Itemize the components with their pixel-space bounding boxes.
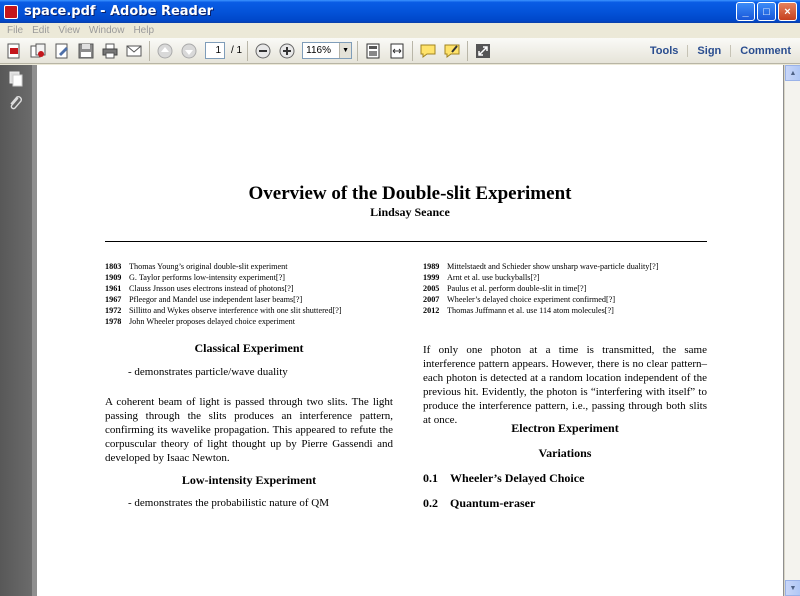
timeline-left [105,261,342,327]
combine-files-icon [29,42,47,60]
toolbar-separator [412,41,413,61]
next-page-button[interactable] [179,41,199,61]
section-heading-variations: Variations [538,446,592,460]
section-heading-low-intensity: Low-intensity Experiment [181,473,317,487]
plus-circle-icon [278,42,296,60]
bullet-low-intensity: - demonstrates the probabilistic nature of QM [128,497,330,509]
attachments-button[interactable] [6,93,26,113]
timeline-row: 2005 Paulus et al. perform double-slit in time[?] [423,284,587,293]
comment-pane-button[interactable]: Comment [730,45,800,57]
subsection-quantum-eraser: 0.2 Quantum-eraser [423,496,536,510]
section-heading-electron: Electron Experiment [511,421,619,435]
print-button[interactable] [100,41,120,61]
timeline-row: 1909 G. Taylor performs low-intensity experiment[?] [105,273,285,282]
timeline-row: 1972 Sillitto and Wykes observe interference with one slit shuttered[?] [105,306,342,315]
zoom-out-button[interactable] [253,41,273,61]
menu-view[interactable]: View [58,25,80,36]
highlight-button[interactable] [442,41,462,61]
navigation-pane [0,65,32,596]
minimize-button[interactable]: _ [736,2,755,21]
arrow-down-icon [180,42,198,60]
paragraph-classical: A coherent beam of light is passed through two slits. The light passing through the slits produces an interference pattern, confirming its wavelike propagation. This appeared to refute the corpuscular theory of light thought up by Pierre Gassendi and developed by Isaac Newton. [105,396,393,464]
add-comment-button[interactable] [418,41,438,61]
menu-help[interactable]: Help [133,25,155,36]
horizontal-rule [105,241,707,242]
page-number-input[interactable]: 1 [205,42,225,59]
bullet-classical: - demonstrates particle/wave duality [128,366,288,378]
document-author: Lindsay Seance [370,205,450,219]
create-pdf-button[interactable] [4,41,24,61]
fit-page-icon [364,42,382,60]
previous-page-button[interactable] [155,41,175,61]
fit-width-icon [388,42,406,60]
timeline-row: 1989 Mittelstaedt and Schieder show unsharp wave-particle duality[?] [423,262,659,271]
document-title: Overview of the Double-slit Experiment [248,183,572,204]
highlighter-icon [443,42,461,60]
timeline-row: 2007 Wheeler’s delayed choice experiment confirmed[?] [423,295,616,304]
subsection-wheeler: 0.1 Wheeler’s Delayed Choice [423,471,585,485]
timeline-row: 1978 John Wheeler proposes delayed choice experiment [105,317,296,326]
arrow-up-icon [156,42,174,60]
vertical-scrollbar[interactable] [784,65,800,596]
zoom-select[interactable] [302,42,352,59]
close-button[interactable]: × [778,2,797,21]
window-title: space.pdf - Adobe Reader [24,4,214,19]
document-viewport[interactable] [32,65,784,596]
timeline-row: 1961 Clauss Jnsson uses electrons instead of photons[?] [105,284,294,293]
envelope-icon [125,42,143,60]
combine-button[interactable] [28,41,48,61]
page-thumbnails-button[interactable] [6,69,26,89]
create-pdf-icon [5,42,23,60]
scroll-up-arrow[interactable]: ▲ [785,65,800,81]
toolbar-separator [467,41,468,61]
edit-document-icon [53,42,71,60]
toolbar-separator [247,41,248,61]
page-thumbnails-icon [8,71,24,87]
zoom-in-button[interactable] [277,41,297,61]
page-total: / 1 [231,45,243,56]
save-button[interactable] [76,41,96,61]
timeline-row: 1967 Pfleegor and Mandel use independent laser beams[?] [105,295,303,304]
tools-pane-button[interactable]: Tools [649,45,679,57]
expand-button[interactable] [473,41,493,61]
paragraph-low-intensity: If only one photon at a time is transmitted, the same interference pattern appears. However, there is no clear pattern–each photon is detected at a random location independent of the previous hit. Evidently, the photon is “interfering with itself” to produce the interference pattern, i.e., passing through both slits at once. [423,344,707,426]
minus-circle-icon [254,42,272,60]
printer-icon [101,42,119,60]
maximize-button[interactable]: □ [757,2,776,21]
chevron-down-icon[interactable]: ▼ [339,43,351,58]
sign-pane-button[interactable]: Sign [687,45,730,57]
toolbar [0,38,800,64]
fit-page-button[interactable] [363,41,383,61]
fit-width-button[interactable] [387,41,407,61]
timeline-row: 1803 Thomas Young’s original double-slit experiment [105,262,288,271]
email-button[interactable] [124,41,144,61]
zoom-value: 116% [306,45,331,56]
adobe-reader-icon [4,5,18,19]
expand-arrows-icon [474,42,492,60]
title-bar [0,0,800,23]
save-icon [77,42,95,60]
scroll-down-arrow[interactable]: ▼ [785,580,800,596]
timeline-row: 2012 Thomas Juffmann et al. use 114 atom molecules[?] [423,306,614,315]
menu-window[interactable]: Window [88,25,125,36]
toolbar-separator [357,41,358,61]
timeline-row: 1999 Arnt et al. use buckyballs[?] [423,273,540,282]
speech-bubble-icon [419,42,437,60]
edit-button[interactable] [52,41,72,61]
paperclip-icon [8,95,24,111]
pdf-page [37,65,783,596]
menu-edit[interactable]: Edit [32,25,50,36]
menu-bar [0,23,800,38]
toolbar-separator [149,41,150,61]
section-heading-classical: Classical Experiment [194,341,304,355]
timeline-right [423,261,658,316]
menu-file[interactable]: File [7,25,24,36]
